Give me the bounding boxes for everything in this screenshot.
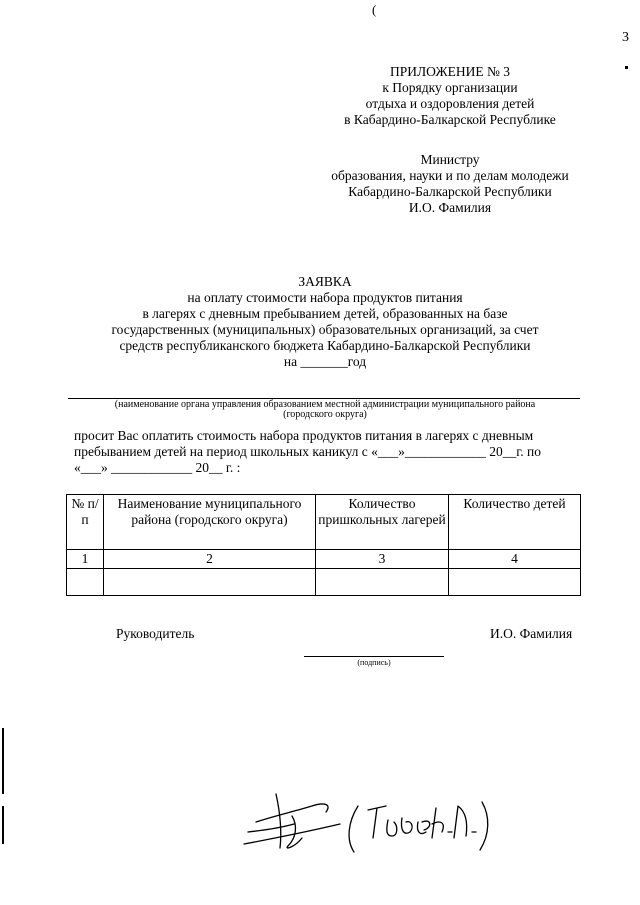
table-cell — [316, 569, 449, 596]
title-block — [40, 274, 610, 370]
addressee-block — [300, 152, 600, 216]
top-mark: ( — [372, 2, 377, 17]
appendix-line: в Кабардино-Балкарской Республике — [344, 112, 556, 127]
table-cell: 3 — [316, 550, 449, 569]
signatory-role: Руководитель — [116, 626, 195, 641]
header-cell-children: Количество детей — [449, 495, 581, 550]
caption-line: (городского округа) — [283, 409, 367, 420]
scan-mark — [2, 728, 4, 794]
table-cell — [449, 569, 581, 596]
table-row — [67, 569, 581, 596]
caption-line: (наименование органа управления образованием местной администрации муниципального района — [114, 399, 536, 410]
table-cell — [104, 569, 316, 596]
appendix-number: ПРИЛОЖЕНИЕ № 3 — [389, 64, 511, 79]
header-cell-number: № п/п — [67, 495, 104, 550]
dot-mark — [625, 66, 628, 69]
body-paragraph — [74, 428, 586, 476]
header-cell-district: Наименование муниципального района (городского округа) — [104, 495, 316, 550]
table-cell — [67, 569, 104, 596]
table-cell: 1 — [67, 550, 104, 569]
addressee-line: Кабардино-Балкарской Республики — [348, 184, 552, 199]
signature-caption: (подпись) — [357, 658, 391, 667]
addressee-line: образования, науки и по делам молодежи — [331, 168, 569, 183]
header-cell-camps: Количество пришкольных лагерей — [316, 495, 449, 550]
body-line: пребыванием детей на период школьных каникул с «___»____________ 20__г. по — [74, 444, 542, 459]
request-table — [66, 494, 581, 596]
body-line: просит Вас оплатить стоимость набора продуктов питания в лагерях с дневным — [74, 428, 534, 443]
page-number-mark: 3 — [622, 30, 629, 45]
table-cell: 4 — [449, 550, 581, 569]
handwritten-signature — [236, 782, 496, 862]
title-line: на оплату стоимости набора продуктов питания — [187, 290, 463, 305]
signature-line — [304, 656, 444, 657]
table-header-row — [67, 495, 581, 550]
appendix-line: к Порядку организации — [382, 80, 518, 95]
body-line: «___» ____________ 20__ г. : — [74, 460, 241, 475]
org-name-caption — [70, 400, 580, 420]
appendix-line: отдыха и оздоровления детей — [365, 96, 535, 111]
document-heading: ЗАЯВКА — [298, 274, 352, 289]
title-line: в лагерях с дневным пребыванием детей, образованных на базе — [142, 306, 508, 321]
signatory-name: И.О. Фамилия — [490, 626, 573, 641]
table-cell: 2 — [104, 550, 316, 569]
table-row — [67, 550, 581, 569]
scan-mark — [2, 806, 4, 844]
title-line: государственных (муниципальных) образовательных организаций, за счет — [111, 322, 539, 337]
title-year-line: на _______год — [283, 354, 367, 369]
addressee-line: Министру — [420, 152, 480, 167]
addressee-name: И.О. Фамилия — [408, 200, 492, 215]
appendix-block — [300, 64, 600, 128]
title-line: средств республиканского бюджета Кабардино-Балкарской Республики — [119, 338, 531, 353]
